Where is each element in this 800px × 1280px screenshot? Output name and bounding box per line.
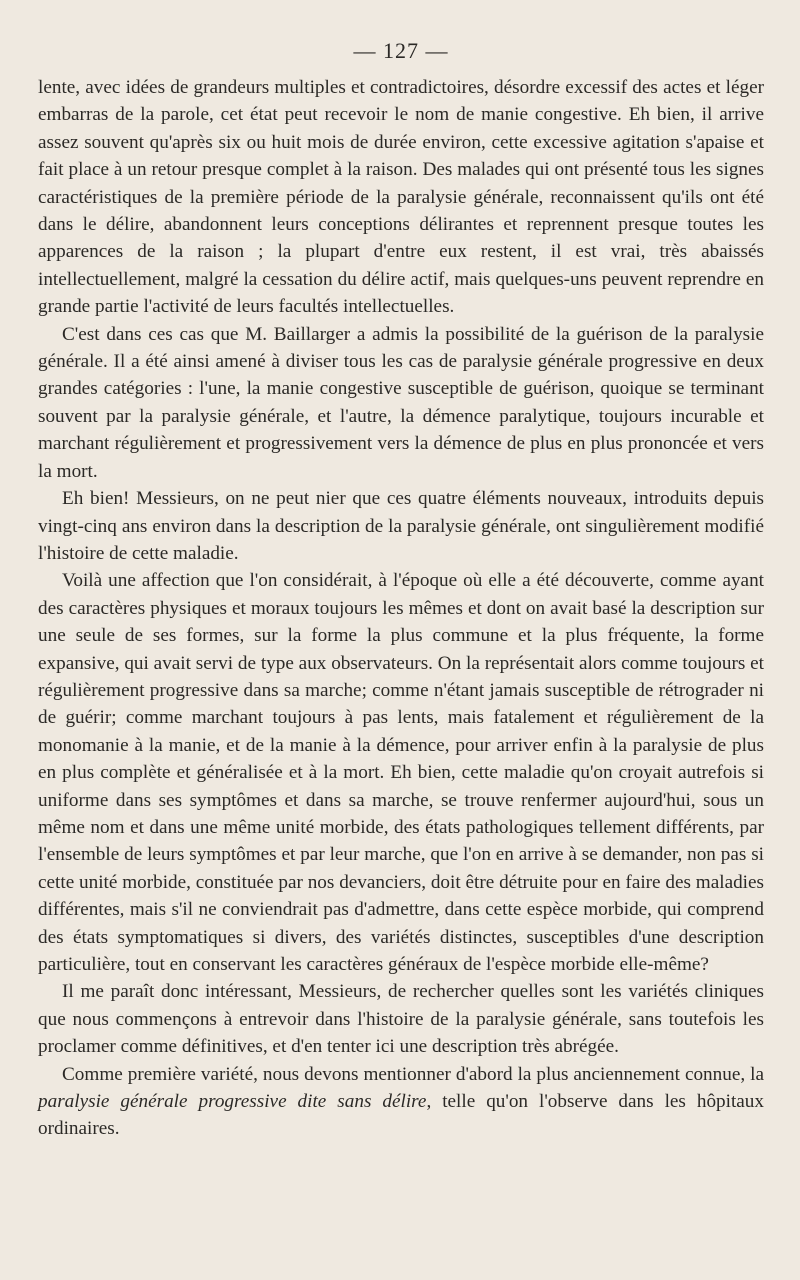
paragraph-5: Il me paraît donc intéressant, Messieurs, de rechercher quelles sont les variétés cliniques que nous commençons à entrevoir dans l'histoire de la paralysie générale, sans toutefois les proclamer comme définitives, et d'en tenter ici une description très abrégée. <box>38 981 764 1058</box>
paragraph-1: lente, avec idées de grandeurs multiples et contradictoires, désordre excessif des actes et léger embarras de la parole, cet état peut recevoir le nom de manie congestive. Eh bien, il arrive assez souvent qu'après six ou huit mois de durée environ, cette excessive agitation s'apaise et fait place à un retour presque complet à la raison. Des malades qui ont présenté tous les signes caractéristiques de la première période de la paralysie générale, reconnaissent qu'ils ont été dans le délire, abandonnent leurs conceptions délirantes et reprennent presque toutes les apparences de la raison ; la plupart d'entre eux restent, il est vrai, très abaissés intellectuellement, malgré la cessation du délire actif, mais quelques-uns peuvent reprendre en grande partie l'activité de leurs facultés intellectuelles. <box>38 77 764 318</box>
paragraph-6-lead: Comme première variété, nous devons mentionner d'abord la plus anciennement connue, la <box>62 1063 764 1085</box>
page-number: — 127 — <box>353 38 449 63</box>
italic-term: paralysie générale progressive dite sans délire <box>38 1091 427 1113</box>
paragraph-3: Eh bien! Messieurs, on ne peut nier que ces quatre éléments nouveaux, introduits depuis vingt-cinq ans environ dans la description de la paralysie générale, ont singulièrement modifié l'histoire de cette maladie. <box>38 488 764 564</box>
paragraph-2: C'est dans ces cas que M. Baillarger a admis la possibilité de la guérison de la paralysie générale. Il a été ainsi amené à diviser tous les cas de paralysie générale progressive en deux grandes catégories : l'une, la manie congestive susceptible de guérison, quoique se terminant souvent par la paralysie générale, et l'autre, la démence paralytique, toujours incurable et marchant régulièrement et progressivement vers la démence de plus en plus prononcée et vers la mort. <box>38 323 764 482</box>
paragraph-6-tail: , telle qu'on l'observe dans les hôpitaux ordinaires. <box>38 1091 764 1140</box>
paragraph-4: Voilà une affection que l'on considérait, à l'époque où elle a été découverte, comme ayant des caractères physiques et moraux toujours les mêmes et dont on avait basé la description sur une seule de ses formes, sur la forme la plus commune et la plus fréquente, la forme expansive, qui avait servi de type aux observateurs. On la représentait alors comme toujours et régulièrement progressive dans sa marche; comme n'étant jamais susceptible de rétrograder ni de guérir; comme marchant toujours à pas lents, mais fatalement et régulièrement de la monomanie à la manie, et de la manie à la démence, pour arriver enfin à la paralysie de plus en plus complète et généralisée et à la mort. Eh bien, cette maladie qu'on croyait autrefois si uniforme dans ses symptômes et dans sa marche, se trouve renfermer aujourd'hui, sous un même nom et dans une même unité morbide, des états pathologiques tellement différents, par l'ensemble de leurs symptômes et par leur marche, que l'on en arrive à se demander, non pas si cette unité morbide, constituée par nos devanciers, doit être détruite pour en faire des maladies différentes, mais s'il ne conviendrait pas d'admettre, dans cette espèce morbide, qui comprend des états symptomatiques si divers, des variétés distinctes, susceptibles d'une description particulière, tout en conservant les caractères généraux de l'espèce morbide elle-même? <box>38 570 764 975</box>
paragraph-6 <box>38 1061 764 1143</box>
body-text <box>38 74 764 1143</box>
